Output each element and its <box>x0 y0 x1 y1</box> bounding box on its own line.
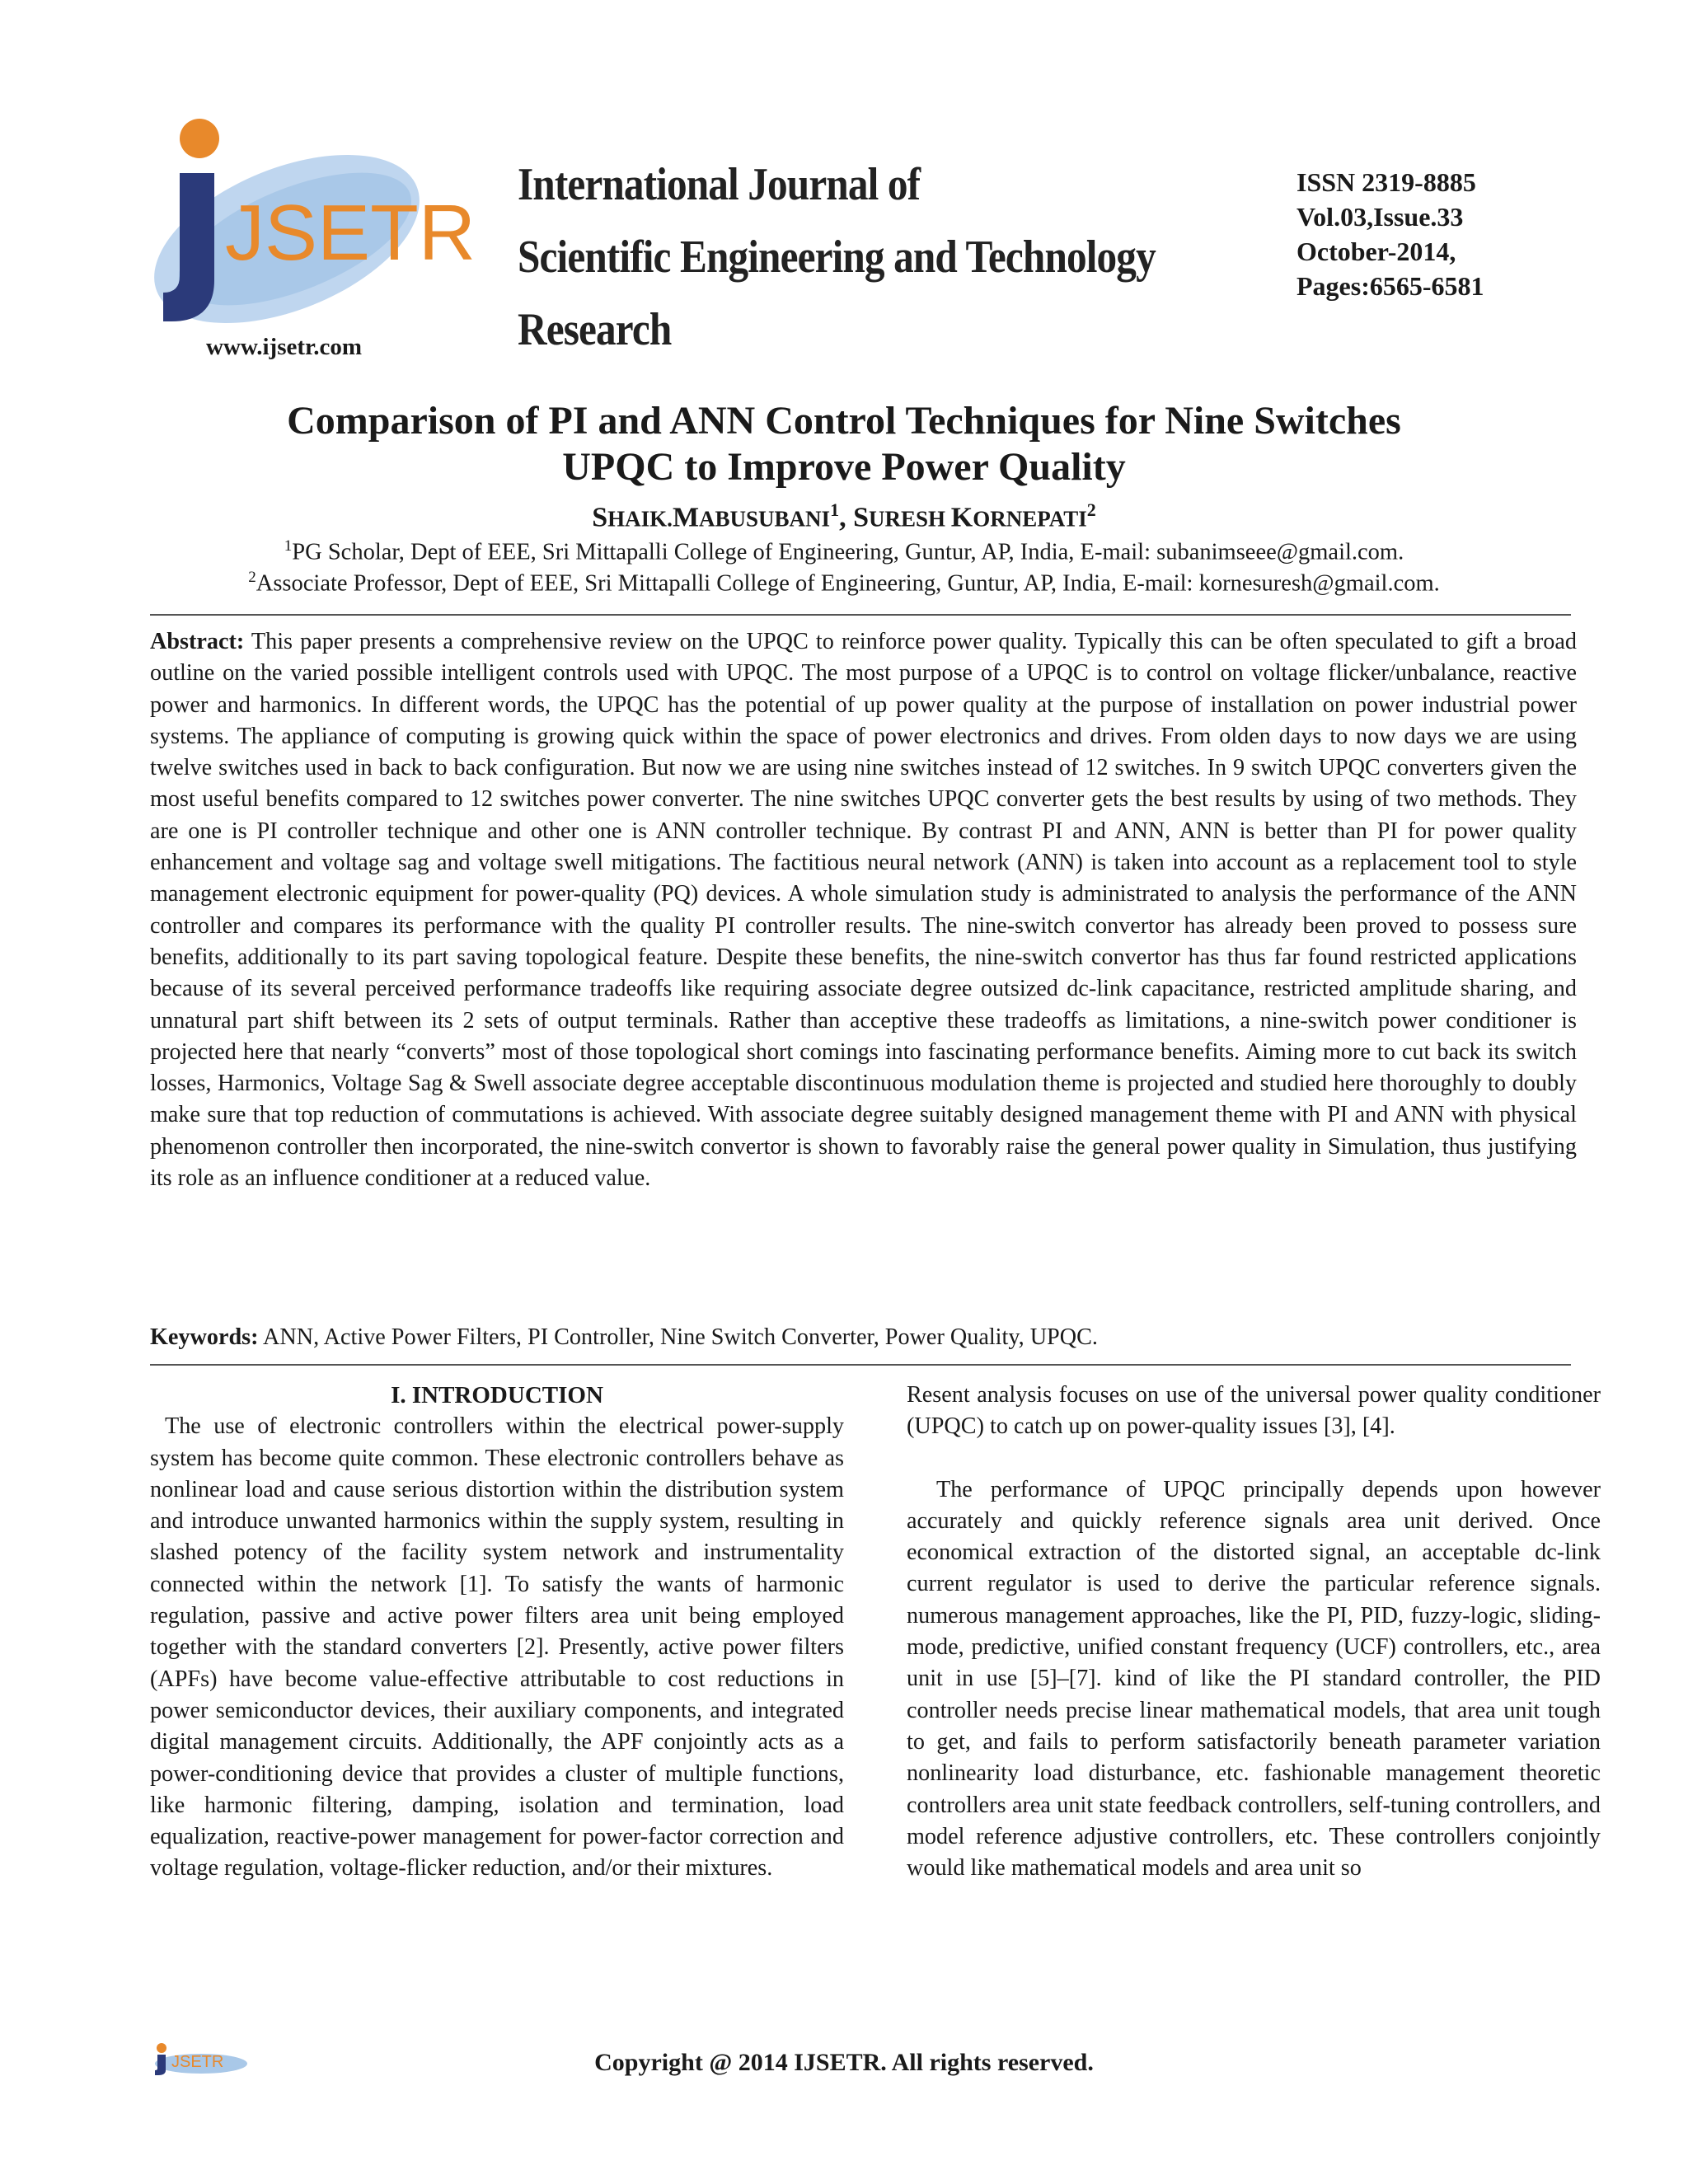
author2-initial: S <box>853 502 869 533</box>
abstract-label: Abstract: <box>150 629 245 654</box>
page-range: Pages:6565-6581 <box>1296 271 1484 301</box>
author2-last-initial: K <box>950 502 973 533</box>
author2-last-rest: ORNEPATI <box>973 506 1087 532</box>
section-heading-introduction: I. INTRODUCTION <box>391 1382 603 1408</box>
left-column <box>150 1380 844 1885</box>
affiliation-2 <box>124 563 1564 599</box>
copyright-notice: Copyright @ 2014 IJSETR. All rights reserved. <box>594 2049 1094 2076</box>
right-column <box>907 1380 1601 1884</box>
issn-block <box>1296 165 1484 303</box>
logo-text: JSETR <box>225 189 476 277</box>
keywords-text: ANN, Active Power Filters, PI Controller, Nine Switch Converter, Power Quality, UPQC. <box>258 1324 1098 1350</box>
intro-paragraph-3: The performance of UPQC principally depends upon however accurately and quickly reference signals area unit derived. Once economical extraction of the distorted signal, an acceptable dc-link current regulator is used to derive the particular reference signals. numerous management approaches, like the PI, PID, fuzzy-logic, sliding-mode, predictive, unified constant frequency (UCF) controllers, etc., area unit in use [5]–[7]. kind of like the PI standard controller, the PID controller needs precise linear mathematical models, that area unit tough to get, and fails to perform satisfactorily beneath parameter variation nonlinearity load disturbance, etc. fashionable management theoretic controllers area unit state feedback controllers, self-tuning controllers, and model reference adjustive controllers, etc. These controllers conjointly would like mathematical models and area unit so <box>907 1476 1601 1882</box>
issn: ISSN 2319-8885 <box>1296 167 1476 197</box>
author1-last-initial: M <box>672 502 700 533</box>
paper-title-line1: Comparison of PI and ANN Control Techniques for Nine Switches <box>287 399 1401 443</box>
intro-paragraph-1: The use of electronic controllers within the electrical power-supply system has become quite common. These electronic controllers behave as nonlinear load and cause serious distortion within the distribution system and introduce unwanted harmonics within the supply system, resulting in slashed potency of the facility system network and instrumentality connected within the network [1]. To satisfy the wants of harmonic regulation, passive and active power filters area unit being employed together with the standard converters [2]. Presently, active power filters (APFs) have become value-effective attributable to cost reductions in power semiconductor devices, their auxiliary components, and integrated digital management circuits. Additionally, the APF conjointly acts as a power-conditioning device that provides a cluster of multiple functions, like harmonic filtering, damping, isolation and termination, load equalization, reactive-power management for power-factor correction and voltage regulation, voltage-flicker reduction, and/or their mixtures. <box>150 1413 844 1882</box>
author1-initial: S <box>592 502 608 533</box>
issue-date: October-2014, <box>1296 237 1456 266</box>
affiliation-1 <box>124 532 1564 568</box>
footer-logo-text: JSETR <box>171 2053 224 2071</box>
paper-title-line2: UPQC to Improve Power Quality <box>562 445 1126 489</box>
affil2-text: Associate Professor, Dept of EEE, Sri Mittapalli College of Engineering, Guntur, AP, India, E-mail: kornesuresh@gmail.com. <box>256 570 1440 597</box>
journal-title-line1: International Journal of <box>518 159 921 210</box>
author-list <box>124 494 1564 535</box>
author1-last-rest: ABUSUBANI <box>699 506 831 532</box>
author1-name-rest: HAIK. <box>607 506 673 532</box>
journal-title-line2: Scientific Engineering and Technology Research <box>518 232 1156 355</box>
divider-bottom <box>150 1364 1571 1366</box>
keywords-label: Keywords: <box>150 1324 259 1350</box>
affil1-text: PG Scholar, Dept of EEE, Sri Mittapalli College of Engineering, Guntur, AP, India, E-mail: subanimseee@gmail.com. <box>292 539 1404 565</box>
author2-sup: 2 <box>1086 499 1096 520</box>
volume-issue: Vol.03,Issue.33 <box>1296 202 1464 232</box>
author1-sup: 1 <box>830 499 840 520</box>
paper-title <box>124 398 1564 490</box>
logo-dot <box>180 119 219 158</box>
affil2-sup: 2 <box>248 569 256 586</box>
abstract-text: This paper presents a comprehensive review on the UPQC to reinforce power quality. Typically this can be often speculated to gift a broad outline on the varied possible intelligent controls used with UPQC. The most purpose of a UPQC is to control on voltage flicker/unbalance, reactive power and harmonics. In different words, the UPQC has the potential of up power quality at the purpose of installation on power industrial power systems. The appliance of computing is growing quick within the space of power electronics and drives. From olden days to now days we are using twelve switches used in back to back configuration. But now we are using nine switches instead of 12 switches. In 9 switch UPQC converters given the most useful benefits compared to 12 switches power converter. The nine switches UPQC converter gets the best results by using of two methods. They are one is PI controller technique and other one is ANN controller technique. By contrast PI and ANN, ANN is better than PI for power quality enhancement and voltage sag and voltage swell mitigations. The factitious neural network (ANN) is taken into account as a replacement tool to style management electronic equipment for power-quality (PQ) devices. A whole simulation study is administrated to analysis the performance of the ANN controller and compares its performance with the quality PI controller results. The nine-switch convertor has already been proved to possess sure benefits, additionally to its part saving topological feature. Despite these benefits, the nine-switch convertor has thus far found restricted applications because of its several perceived performance tradeoffs like requiring associate degree outsized dc-link capacitance, restricted amplitude sharing, and unnatural part shift between its 2 sets of output terminals. Rather than acceptive these tradeoffs as limitations, a nine-switch power conditioner is projected here that nearly “converts” most of those topological short comings into fascinating performance benefits. Aiming more to cut back its switch losses, Harmonics, Voltage Sag & Swell associate degree acceptable discontinuous modulation theme is projected and studied here thoroughly to doubly make sure that top reduction of commutations is achieved. With associate degree suitably designed management theme with PI and ANN with physical phenomenon controller then incorporated, the nine-switch convertor is shown to favorably raise the general power quality in Simulation, thus justifying its role as an influence conditioner at a reduced value. <box>150 629 1577 1192</box>
journal-title <box>518 148 1156 366</box>
author-separator: , <box>839 502 854 533</box>
author2-name-rest: URESH <box>869 506 951 532</box>
ijsetr-logo <box>147 115 476 338</box>
intro-paragraph-2: Resent analysis focuses on use of the universal power quality conditioner (UPQC) to catch up on power-quality issues [3], [4]. <box>907 1382 1601 1440</box>
abstract <box>150 626 1577 1194</box>
website-link[interactable]: www.ijsetr.com <box>206 334 362 360</box>
affil1-sup: 1 <box>284 537 293 555</box>
keywords <box>150 1322 1577 1353</box>
divider-top <box>150 614 1571 616</box>
